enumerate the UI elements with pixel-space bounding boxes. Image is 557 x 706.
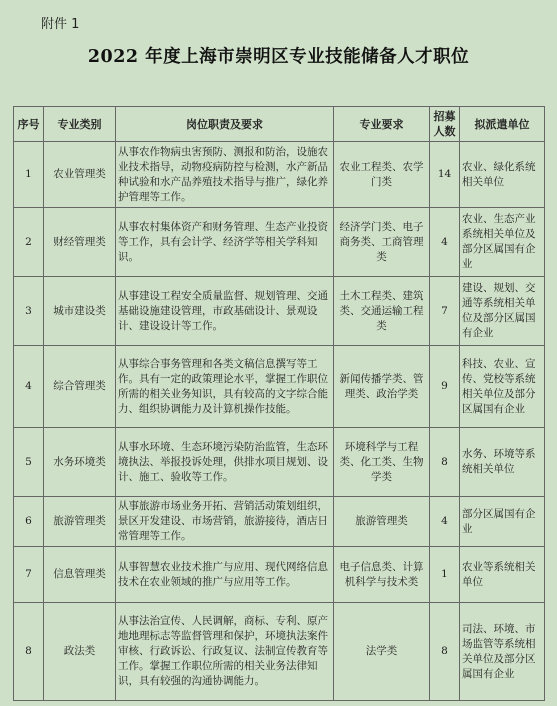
attachment-label: 附件 1 (41, 17, 80, 32)
cell-no: 6 (14, 497, 44, 547)
header-category: 专业类别 (44, 107, 116, 142)
cell-category: 旅游管理类 (44, 497, 116, 547)
cell-count: 8 (430, 428, 460, 497)
header-major: 专业要求 (334, 107, 430, 142)
cell-no: 8 (14, 603, 44, 701)
cell-no: 7 (14, 547, 44, 603)
cell-no: 2 (14, 208, 44, 277)
header-duties: 岗位职责及要求 (116, 107, 334, 142)
cell-category: 农业管理类 (44, 142, 116, 208)
cell-unit: 农业、生态产业系统相关单位及部分区属国有企业 (460, 208, 545, 277)
cell-count: 14 (430, 142, 460, 208)
cell-duties: 从事水环境、生态环境污染防治监管，生态环境执法、举报投诉处理，供排水项目规划、设计、施工、验收等工作。 (116, 428, 334, 497)
table-row (14, 142, 545, 208)
cell-major: 经济学门类、电子商务类、工商管理类 (334, 208, 430, 277)
table-header-row (14, 107, 545, 142)
page-title: 2022 年度上海市崇明区专业技能储备人才职位 (87, 47, 470, 67)
table-row (14, 277, 545, 346)
cell-unit: 建设、规划、交通等系统相关单位及部分区属国有企业 (460, 277, 545, 346)
cell-category: 财经管理类 (44, 208, 116, 277)
table-row (14, 346, 545, 428)
cell-category: 水务环境类 (44, 428, 116, 497)
cell-count: 1 (430, 547, 460, 603)
cell-no: 5 (14, 428, 44, 497)
cell-unit: 部分区属国有企业 (460, 497, 545, 547)
cell-count: 7 (430, 277, 460, 346)
cell-major: 环境科学与工程类、化工类、生物学类 (334, 428, 430, 497)
table-row (14, 547, 545, 603)
cell-duties: 从事农作物病虫害预防、测报和防治，设施农业技术指导，动物疫病防控与检测，水产新品种试验和水产品养殖技术指导与推广，绿化养护管理等工作。 (116, 142, 334, 208)
cell-category: 政法类 (44, 603, 116, 701)
cell-no: 1 (14, 142, 44, 208)
cell-unit: 农业、绿化系统相关单位 (460, 142, 545, 208)
cell-unit: 科技、农业、宣传、党校等系统相关单位及部分区属国有企业 (460, 346, 545, 428)
cell-major: 新闻传播学类、管理类、政治学类 (334, 346, 430, 428)
table-row (14, 497, 545, 547)
cell-category: 城市建设类 (44, 277, 116, 346)
cell-count: 4 (430, 497, 460, 547)
header-count: 招募人数 (430, 107, 460, 142)
cell-duties: 从事综合事务管理和各类文稿信息撰写等工作。具有一定的政策理论水平，掌握工作职位所需的相关业务知识，具有较高的文字综合能力、组织协调能力及计算机操作技能。 (116, 346, 334, 428)
cell-unit: 水务、环境等系统相关单位 (460, 428, 545, 497)
cell-major: 法学类 (334, 603, 430, 701)
cell-count: 8 (430, 603, 460, 701)
cell-major: 电子信息类、计算机科学与技术类 (334, 547, 430, 603)
header-no: 序号 (14, 107, 44, 142)
cell-duties: 从事法治宣传、人民调解，商标、专利、原产地地理标志等监督管理和保护，环境执法案件审核、行政诉讼、行政复议、法制宣传教育等工作。掌握工作职位所需的相关业务法律知识，具有较强的沟通协调能力。 (116, 603, 334, 701)
cell-unit: 农业等系统相关单位 (460, 547, 545, 603)
cell-no: 3 (14, 277, 44, 346)
cell-count: 9 (430, 346, 460, 428)
cell-duties: 从事农村集体资产和财务管理、生态产业投资等工作，具有会计学、经济学等相关学科知识。 (116, 208, 334, 277)
cell-category: 综合管理类 (44, 346, 116, 428)
cell-major: 土木工程类、建筑类、交通运输工程类 (334, 277, 430, 346)
cell-major: 旅游管理类 (334, 497, 430, 547)
table-row (14, 603, 545, 701)
table-row (14, 428, 545, 497)
cell-duties: 从事智慧农业技术推广与应用、现代网络信息技术在农业领域的推广与应用等工作。 (116, 547, 334, 603)
cell-unit: 司法、环境、市场监管等系统相关单位及部分区属国有企业 (460, 603, 545, 701)
cell-duties: 从事建设工程安全质量监督、规划管理、交通基础设施建设管理，市政基础设计、景观设计、建设设计等工作。 (116, 277, 334, 346)
cell-category: 信息管理类 (44, 547, 116, 603)
cell-major: 农业工程类、农学门类 (334, 142, 430, 208)
table-row (14, 208, 545, 277)
cell-count: 4 (430, 208, 460, 277)
header-unit: 拟派遣单位 (460, 107, 545, 142)
positions-table (13, 106, 545, 701)
cell-no: 4 (14, 346, 44, 428)
cell-duties: 从事旅游市场业务开拓、营销活动策划组织，景区开发建设、市场营销，旅游接待，酒店日常管理等工作。 (116, 497, 334, 547)
